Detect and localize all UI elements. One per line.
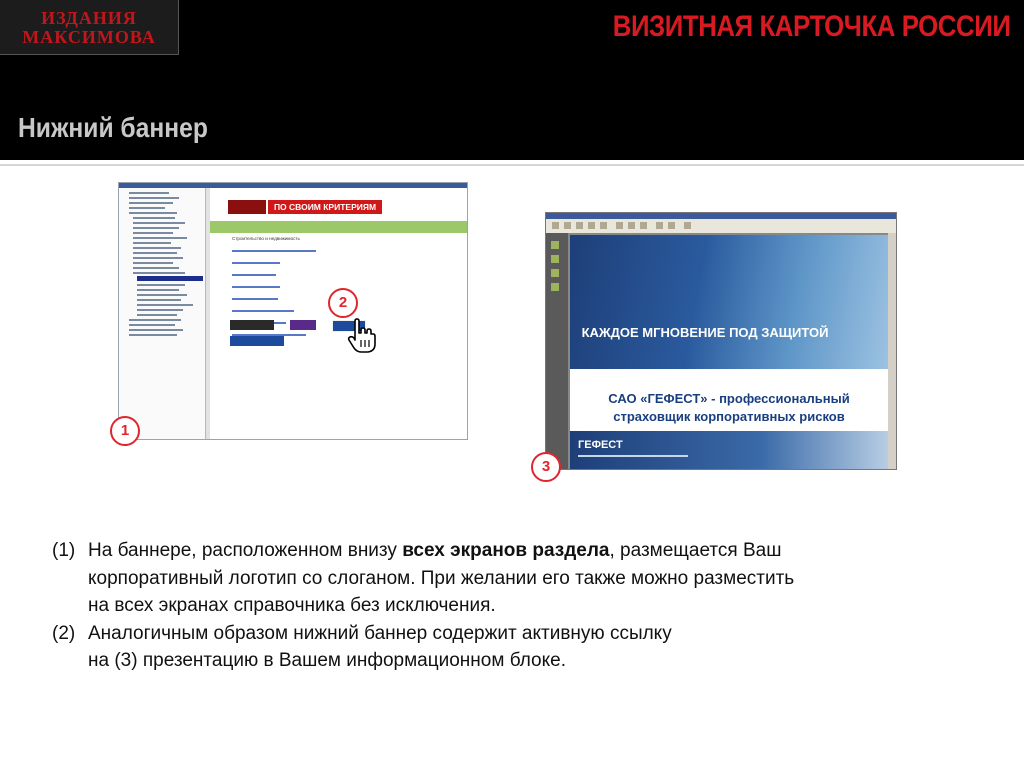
- sidebar-icon: [551, 241, 559, 249]
- tree-item: [129, 334, 177, 336]
- content-link: [232, 286, 280, 288]
- slide-text-line-1: САО «ГЕФЕСТ» - профессиональный: [608, 391, 850, 406]
- content-link: [232, 298, 278, 300]
- logo-line-1: ИЗДАНИЯ: [41, 8, 137, 28]
- sidebar-icon: [551, 283, 559, 291]
- header-title: ВИЗИТНАЯ КАРТОЧКА РОССИИ: [612, 10, 1010, 43]
- presentation-slide: [570, 235, 888, 469]
- bottom-banner-3: [290, 320, 316, 330]
- toolbar-icon: [628, 222, 635, 229]
- header-divider: [0, 164, 1024, 166]
- hand-cursor-icon: [346, 318, 380, 354]
- content-link: [232, 262, 280, 264]
- tree-item: [133, 257, 183, 259]
- tree-item: [133, 217, 175, 219]
- tree-item: [137, 294, 187, 296]
- scrollbar: [888, 233, 896, 469]
- publisher-logo: [0, 0, 179, 55]
- window-toolbar: [546, 219, 896, 233]
- marker-1: 1: [110, 416, 140, 446]
- tree-item: [129, 212, 177, 214]
- tree-item: [129, 192, 169, 194]
- tree-item: [129, 197, 179, 199]
- tree-item: [129, 207, 165, 209]
- marker-3: 3: [531, 452, 561, 482]
- toolbar-icon: [656, 222, 663, 229]
- slide-text-line-2: страховщик корпоративных рисков: [613, 409, 845, 424]
- tree-item-selected: [137, 276, 203, 281]
- item-line: на (3) презентацию в Вашем информационном блоке.: [88, 650, 566, 671]
- bottom-banner-2: [230, 336, 284, 346]
- tree-item: [137, 284, 185, 286]
- tree-item: [129, 329, 183, 331]
- slide-banner: [570, 235, 888, 369]
- content-link: [232, 250, 316, 252]
- gefest-logo-subline: [578, 455, 688, 457]
- tree-item: [129, 319, 181, 321]
- bottom-banner-1: [230, 320, 274, 330]
- toolbar-icon: [684, 222, 691, 229]
- toolbar-icon: [564, 222, 571, 229]
- tree-item: [133, 232, 173, 234]
- section-heading: Строительство и недвижимость: [232, 236, 300, 241]
- description-item-2: [52, 620, 1002, 675]
- logo-line-2: МАКСИМОВА: [22, 27, 156, 47]
- tree-item: [133, 222, 185, 224]
- tree-item: [133, 247, 181, 249]
- tree-item: [133, 227, 179, 229]
- sidebar-icon: [551, 269, 559, 277]
- item-text: На баннере, расположенном внизу: [88, 540, 403, 561]
- item-number: (1): [52, 540, 76, 561]
- item-line: [88, 537, 1002, 565]
- sidebar-icon: [551, 255, 559, 263]
- top-banner: ПО СВОИМ КРИТЕРИЯМ: [268, 200, 382, 214]
- slide-footer: [570, 431, 888, 469]
- toolbar-icon: [576, 222, 583, 229]
- header-bar: [0, 0, 1024, 160]
- toolbar-icon: [588, 222, 595, 229]
- marker-2: 2: [328, 288, 358, 318]
- gefest-logo: ГЕФЕСТ: [578, 439, 623, 451]
- item-line: на всех экранах справочника без исключения.: [88, 595, 496, 616]
- item-text: , размещается Ваш: [609, 540, 782, 561]
- item-line: корпоративный логотип со слоганом. При желании его также можно разместить: [88, 567, 795, 589]
- toolbar-icon: [552, 222, 559, 229]
- tree-item: [137, 299, 181, 301]
- toolbar-icon: [616, 222, 623, 229]
- tree-item: [133, 262, 173, 264]
- content-link: [232, 274, 276, 276]
- tree-item: [129, 202, 173, 204]
- item-text-bold: всех экранов раздела: [402, 540, 610, 561]
- toolbar-icon: [668, 222, 675, 229]
- tree-item: [133, 252, 177, 254]
- item-number: (2): [52, 622, 76, 644]
- tree-item: [129, 324, 175, 326]
- screenshot-presentation-window: [545, 212, 897, 470]
- tree-item: [133, 242, 171, 244]
- tree-item: [137, 289, 179, 291]
- toolbar-icon: [600, 222, 607, 229]
- viewer-sidebar: [546, 233, 568, 469]
- section-bar: [210, 221, 467, 233]
- page-title: Нижний баннер: [18, 112, 208, 143]
- screenshot-directory-window: [118, 182, 468, 440]
- toolbar-icon: [640, 222, 647, 229]
- content-link: [232, 310, 294, 312]
- tree-item: [133, 272, 185, 274]
- slide-headline: КАЖДОЕ МГНОВЕНИЕ ПОД ЗАЩИТОЙ: [581, 325, 829, 340]
- tree-item: [133, 237, 187, 239]
- tree-item: [137, 304, 193, 306]
- tree-item: [133, 267, 179, 269]
- sections-tree: [119, 188, 206, 439]
- tree-item: [137, 309, 183, 311]
- description-item-1: [52, 537, 1002, 620]
- top-banner-logo: [228, 200, 266, 214]
- description: [52, 537, 1002, 675]
- tree-item: [137, 314, 177, 316]
- item-line: Аналогичным образом нижний баннер содержит активную ссылку: [88, 622, 672, 644]
